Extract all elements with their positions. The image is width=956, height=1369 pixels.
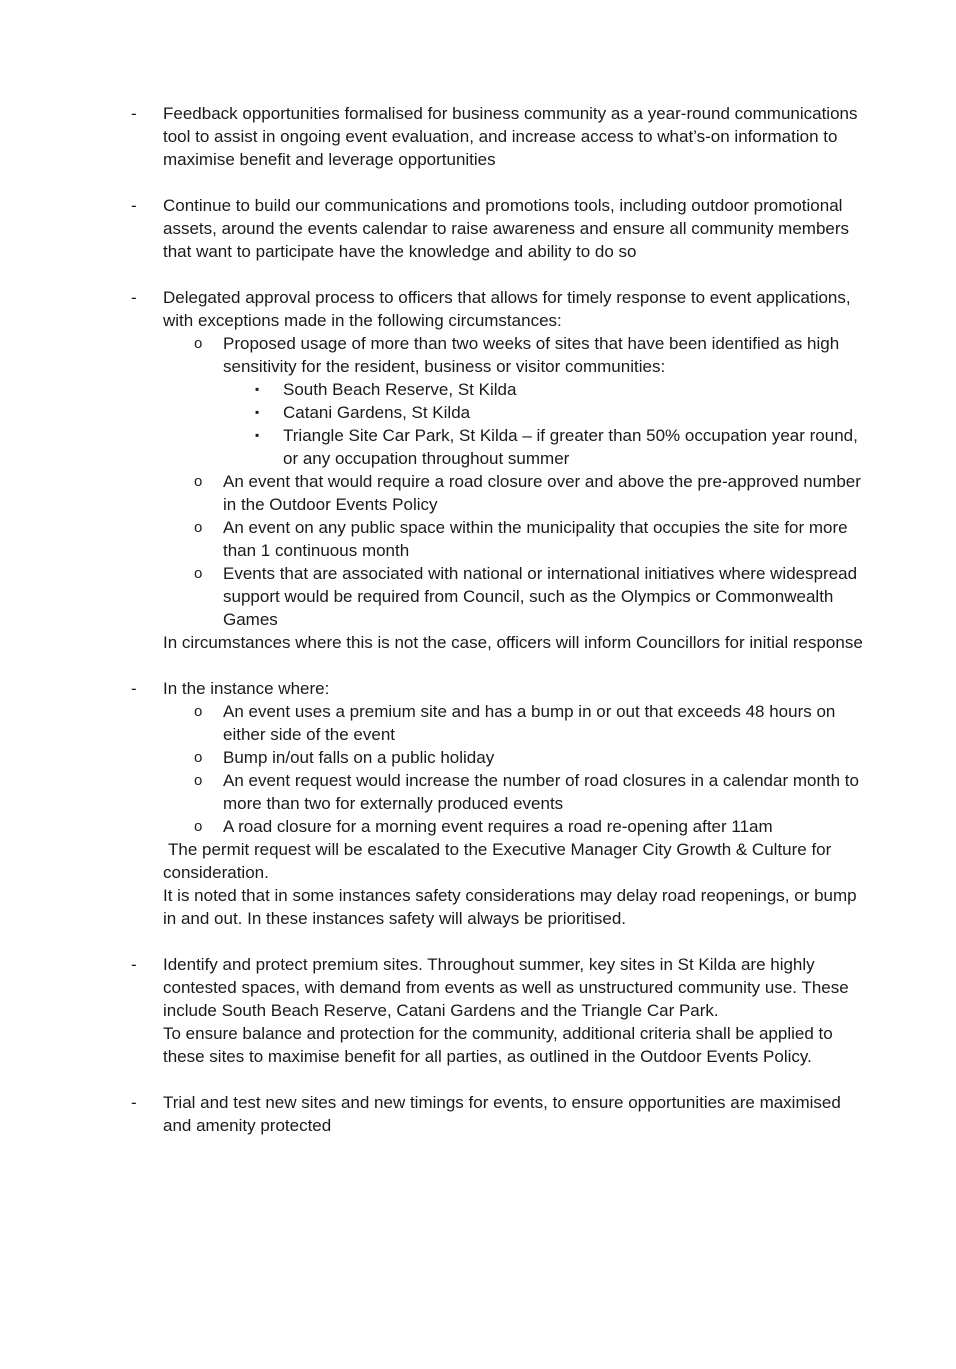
circle-bullet: o [194,703,203,720]
dash-bullet: - [131,679,137,698]
square-bullet: ▪ [255,382,260,396]
sub-item-text: An event on any public space within the municipality that occupies the site for more than 1 continuous month [223,518,848,560]
sub-sub-item-text: South Beach Reserve, St Kilda [283,380,517,399]
square-bullet: ▪ [255,405,260,419]
item-outro: In circumstances where this is not the case, officers will inform Councillors for initial response [163,633,863,652]
sub-item-text: Events that are associated with national or international initiatives where widespread support would be required from Council, such as the Olympics or Commonwealth Games [223,564,858,629]
item-text: Continue to build our communications and promotions tools, including outdoor promotional assets, around the events calendar to raise awareness and ensure all community members that want to participate have the knowledge and ability to do so [163,196,850,261]
dash-bullet: - [131,288,137,307]
sub-sub-list-item [163,401,863,424]
list-item [0,1091,863,1137]
circle-bullet: o [194,565,203,582]
dash-bullet: - [131,955,137,974]
sub-item-text: A road closure for a morning event requires a road re-opening after 11am [223,817,773,836]
dash-bullet: - [131,104,137,123]
dash-bullet: - [131,1093,137,1112]
item-intro: In the instance where: [163,679,330,698]
list-item [0,194,863,263]
circle-bullet: o [194,818,203,835]
item-intro: Delegated approval process to officers that allows for timely response to event applications, with exceptions made in the following circumstances: [163,288,851,330]
circle-bullet: o [194,519,203,536]
sub-list-item [163,815,863,838]
sub-item-text: An event uses a premium site and has a bump in or out that exceeds 48 hours on either side of the event [223,702,836,744]
item-text: To ensure balance and protection for the community, additional criteria shall be applied to these sites to maximise benefit for all parties, as outlined in the Outdoor Events Policy. [163,1024,833,1066]
sub-list-item [163,746,863,769]
sub-sub-item-text: Catani Gardens, St Kilda [283,403,471,422]
circle-bullet: o [194,473,203,490]
sub-list-item [163,700,863,746]
sub-sub-list-item [163,424,863,470]
list-item [0,953,863,1068]
circle-bullet: o [194,749,203,766]
item-text: Feedback opportunities formalised for business community as a year-round communications tool to assist in ongoing event evaluation, and increase access to what’s-on information to maximise benefit and leverage opportunities [163,104,858,169]
circle-bullet: o [194,772,203,789]
sub-list-item [163,562,863,631]
sub-item-text: Proposed usage of more than two weeks of sites that have been identified as high sensitivity for the resident, business or visitor communities: [223,334,840,376]
list-item [0,677,863,930]
sub-item-text: An event that would require a road closure over and above the pre-approved number in the Outdoor Events Policy [223,472,861,514]
sub-sub-item-text: Triangle Site Car Park, St Kilda – if greater than 50% occupation year round, or any occupation throughout summer [283,426,858,468]
item-outro: The permit request will be escalated to the Executive Manager City Growth & Culture for consideration. [163,840,832,882]
sub-list-item [163,769,863,815]
sub-list-item [163,332,863,378]
list-item [0,102,863,171]
item-text: Identify and protect premium sites. Throughout summer, key sites in St Kilda are highly contested spaces, with demand from events as well as unstructured community use. These include South Beach Reserve, Catani Gardens and the Triangle Car Park. [163,955,849,1020]
sub-list-item [163,516,863,562]
sub-sub-list-item [163,378,863,401]
sub-item-text: Bump in/out falls on a public holiday [223,748,495,767]
list-item [0,286,863,654]
square-bullet: ▪ [255,428,260,442]
document-page [0,102,956,1160]
item-note: It is noted that in some instances safety considerations may delay road reopenings, or bump in and out. In these instances safety will always be prioritised. [163,886,857,928]
sub-list-item [163,470,863,516]
sub-item-text: An event request would increase the number of road closures in a calendar month to more than two for externally produced events [223,771,859,813]
circle-bullet: o [194,335,203,352]
dash-bullet: - [131,196,137,215]
item-text: Trial and test new sites and new timings for events, to ensure opportunities are maximised and amenity protected [163,1093,841,1135]
